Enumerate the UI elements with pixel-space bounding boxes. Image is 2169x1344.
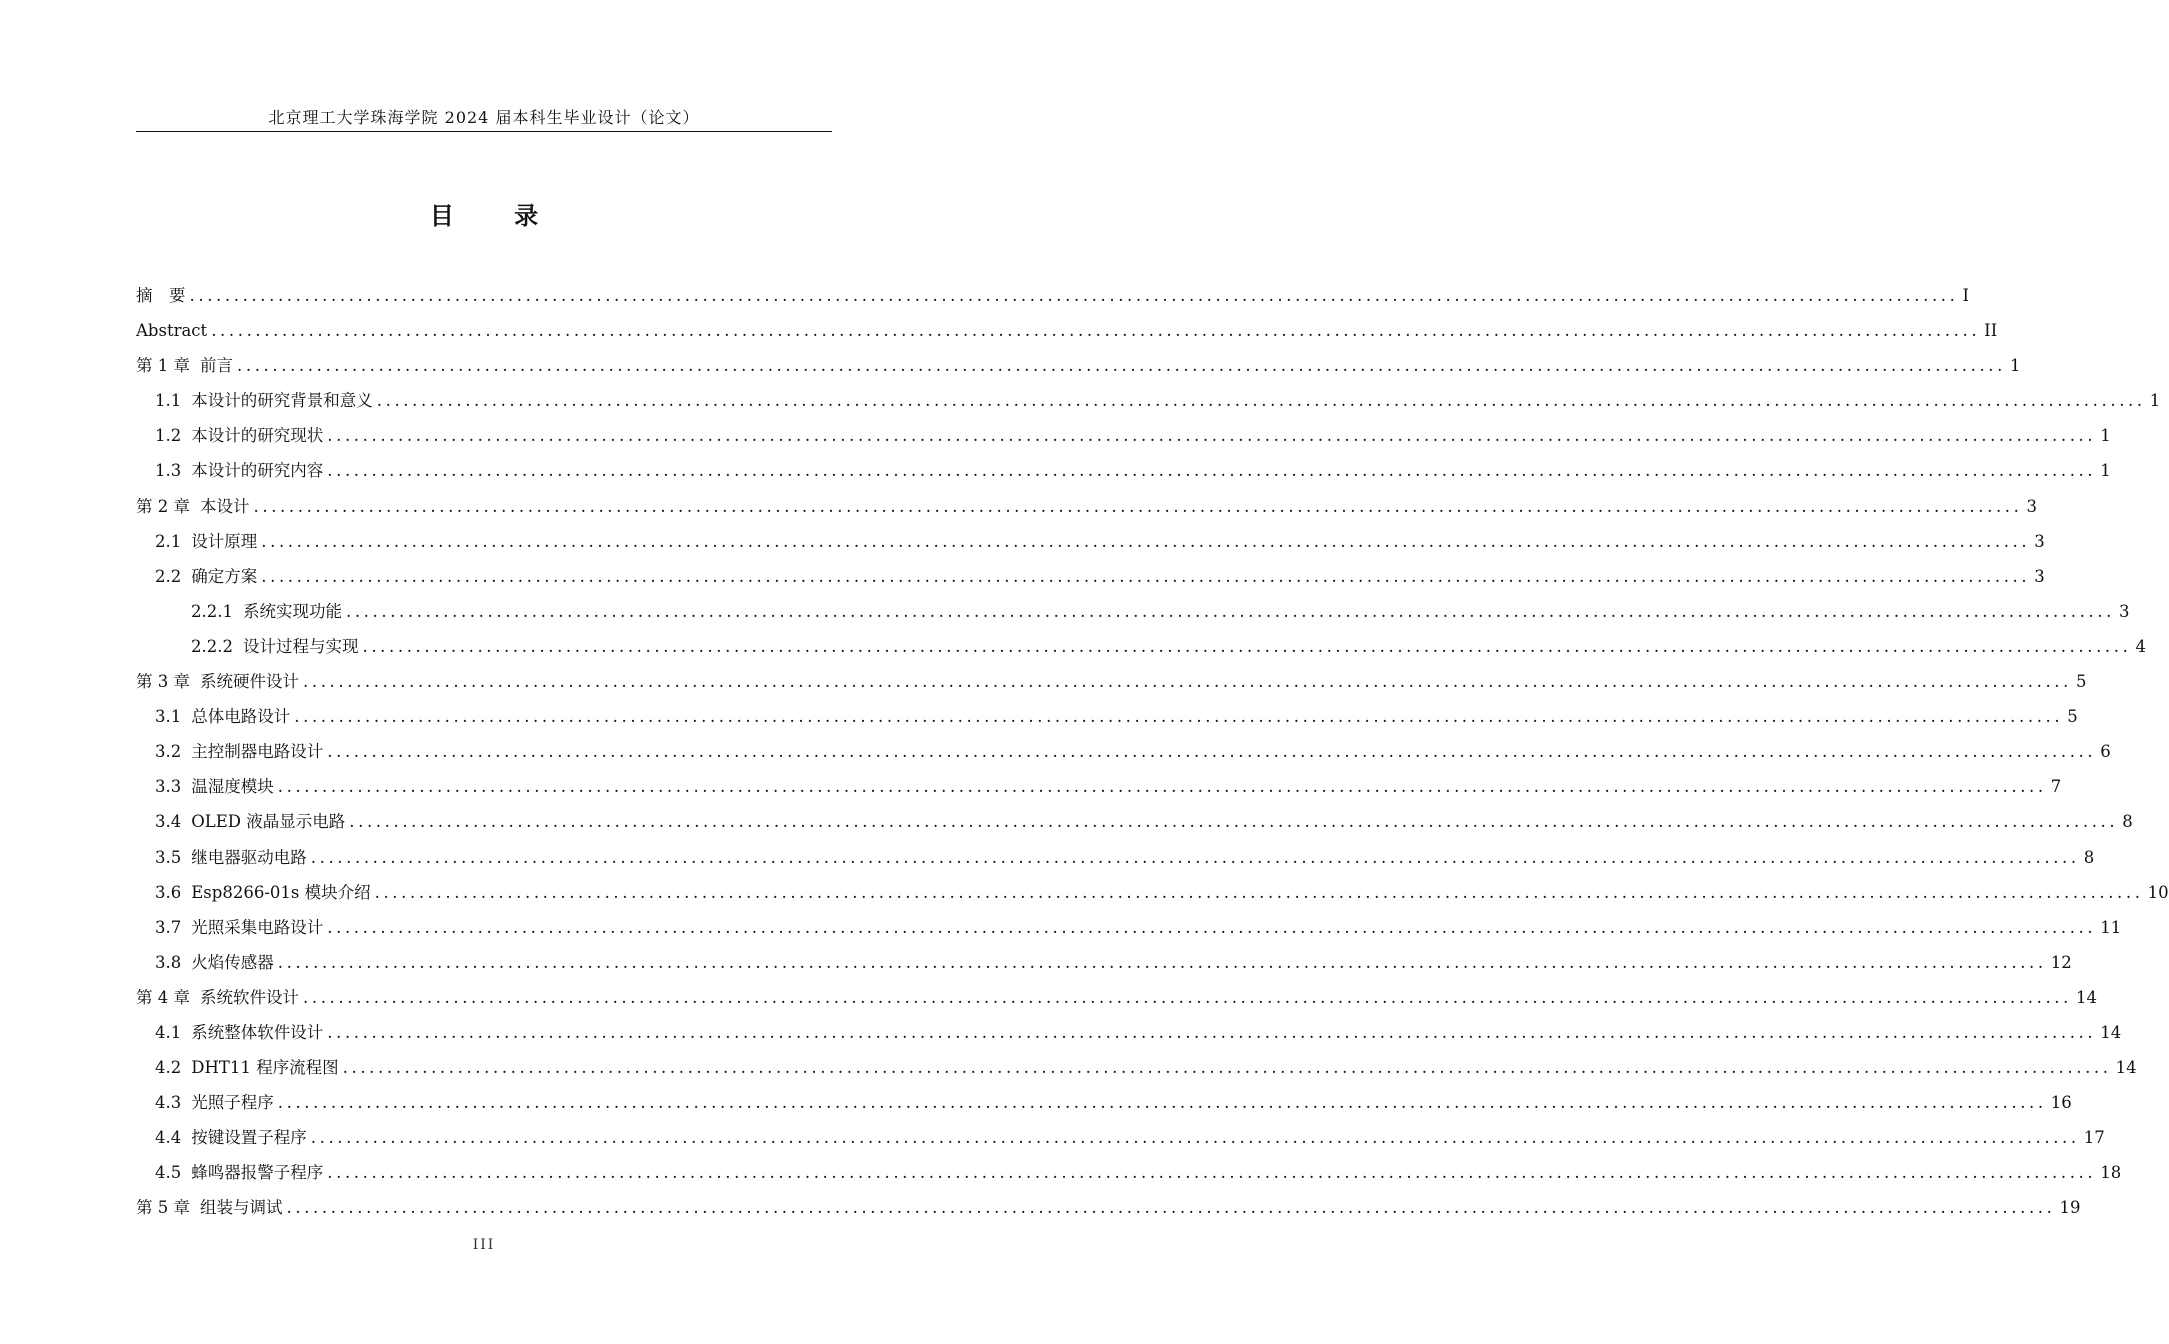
toc-entry-title: OLED 液晶显示电路 xyxy=(191,812,346,832)
toc-entry-label xyxy=(136,313,207,348)
toc-entry[interactable] xyxy=(136,945,2072,980)
toc-entry-number: 第 1 章 xyxy=(136,356,190,376)
toc-dot-leader: ........................................................................................................................................................................................................ xyxy=(261,566,2031,586)
toc-dot-leader: ........................................................................................................................................................................................................ xyxy=(327,461,2097,481)
toc-entry-number: 1.1 xyxy=(155,391,182,411)
toc-entry[interactable] xyxy=(136,1015,2122,1050)
toc-dot-leader: ........................................................................................................................................................................................................ xyxy=(189,286,1959,305)
toc-entry-number: 3.8 xyxy=(155,952,182,972)
toc-entry-page: 16 xyxy=(2050,1093,2072,1113)
toc-entry-page: 14 xyxy=(2100,1022,2122,1042)
toc-entry-label xyxy=(191,594,342,629)
toc-entry-number: 3.2 xyxy=(155,742,182,762)
toc-entry-number: 摘 要 xyxy=(136,286,186,305)
toc-dot-leader: ........................................................................................................................................................................................................ xyxy=(376,391,2146,411)
toc-entry-page: 14 xyxy=(2075,987,2097,1007)
toc-entry-label xyxy=(155,453,323,488)
toc-entry-title: 系统软件设计 xyxy=(200,987,299,1007)
toc-entry-page: 14 xyxy=(2115,1058,2137,1078)
toc-entry-page: 1 xyxy=(2009,356,2021,376)
toc-entry-number: 2.2.2 xyxy=(191,636,233,656)
toc-entry-title: 火焰传感器 xyxy=(191,952,274,972)
toc-dot-leader: ........................................................................................................................................................................................................ xyxy=(310,1128,2080,1148)
toc-entry-label xyxy=(155,1015,323,1050)
toc-entry-page: 1 xyxy=(2100,426,2111,446)
toc-entry-page: II xyxy=(1984,321,1998,341)
toc-entry-label xyxy=(155,1085,274,1120)
toc-entry[interactable] xyxy=(136,699,2078,734)
toc-entry-title: 本设计的研究内容 xyxy=(191,461,324,481)
toc-entry-label xyxy=(155,1120,307,1155)
toc-entry[interactable] xyxy=(136,348,2021,383)
toc-entry[interactable] xyxy=(136,664,2087,699)
toc-entry[interactable] xyxy=(136,734,2111,769)
toc-entry-number: 4.1 xyxy=(155,1022,182,1042)
toc-entry-page: 10 xyxy=(2147,882,2169,902)
toc-entry-number: 2.1 xyxy=(155,531,182,551)
toc-entry-page: 4 xyxy=(2135,636,2146,656)
toc-dot-leader: ........................................................................................................................................................................................................ xyxy=(211,321,1981,341)
toc-entry-number: 3.1 xyxy=(155,707,182,727)
toc-entry-title: 设计过程与实现 xyxy=(242,636,359,656)
toc-dot-leader: ........................................................................................................................................................................................................ xyxy=(349,812,2119,832)
toc-entry[interactable] xyxy=(136,980,2097,1015)
toc-entry-number: 第 2 章 xyxy=(136,496,190,516)
toc-entry-number: 4.2 xyxy=(155,1058,182,1078)
toc-entry[interactable] xyxy=(136,1085,2072,1120)
toc-entry[interactable] xyxy=(136,559,2045,594)
toc-entry-title: 主控制器电路设计 xyxy=(191,742,324,762)
toc-dot-leader: ........................................................................................................................................................................................................ xyxy=(327,917,2097,937)
toc-entry-label xyxy=(136,348,233,383)
toc-entry-number: 4.3 xyxy=(155,1093,182,1113)
toc-entry-number: 4.4 xyxy=(155,1128,182,1148)
toc-entry-page: 7 xyxy=(2050,777,2062,797)
toc-entry-label xyxy=(155,910,323,945)
toc-entry-title: 系统实现功能 xyxy=(242,601,342,621)
toc-entry-title: 本设计 xyxy=(200,496,250,516)
toc-entry-title: 按键设置子程序 xyxy=(191,1128,307,1148)
toc-entry-number: 2.2 xyxy=(155,566,182,586)
toc-entry-title: DHT11 程序流程图 xyxy=(191,1058,339,1078)
toc-entry-number: 1.3 xyxy=(155,461,182,481)
toc-entry[interactable] xyxy=(136,594,2130,629)
toc-entry[interactable] xyxy=(136,278,1970,313)
toc-entry[interactable] xyxy=(136,489,2037,524)
toc-entry-label xyxy=(155,875,371,910)
toc-entry-title: 蜂鸣器报警子程序 xyxy=(191,1163,324,1183)
header-divider xyxy=(136,131,832,132)
toc-entry[interactable] xyxy=(136,383,2161,418)
toc-dot-leader: ........................................................................................................................................................................................................ xyxy=(327,742,2097,762)
toc-entry-page: 19 xyxy=(2059,1198,2081,1218)
toc-entry-label xyxy=(155,769,274,804)
toc-entry-number: 3.7 xyxy=(155,917,182,937)
toc-entry-number: 3.4 xyxy=(155,812,182,832)
toc-dot-leader: ........................................................................................................................................................................................................ xyxy=(303,672,2072,692)
toc-entry-title: 前言 xyxy=(200,356,233,376)
toc-entry[interactable] xyxy=(136,453,2111,488)
toc-entry[interactable] xyxy=(136,418,2111,453)
toc-dot-leader: ........................................................................................................................................................................................................ xyxy=(342,1058,2112,1078)
toc-entry[interactable] xyxy=(136,1120,2105,1155)
toc-dot-leader: ........................................................................................................................................................................................................ xyxy=(286,1198,2056,1218)
toc-entry-label xyxy=(155,559,257,594)
toc-entry-label xyxy=(155,734,323,769)
toc-entry-label xyxy=(155,1155,323,1190)
toc-entry-page: 3 xyxy=(2034,566,2045,586)
toc-dot-leader: ........................................................................................................................................................................................................ xyxy=(261,531,2031,551)
toc-entry-page: 3 xyxy=(2034,531,2045,551)
toc-entry-number: 3.5 xyxy=(155,847,182,867)
toc-entry-number: 第 5 章 xyxy=(136,1198,190,1218)
toc-dot-leader: ........................................................................................................................................................................................................ xyxy=(327,1163,2097,1183)
toc-entry[interactable] xyxy=(136,1190,2081,1225)
toc-entry-number: 1.2 xyxy=(155,426,182,446)
toc-entry-label xyxy=(191,629,358,664)
toc-entry-label xyxy=(155,1050,339,1085)
toc-entry[interactable] xyxy=(136,1155,2122,1190)
toc-entry-number: 第 4 章 xyxy=(136,987,190,1007)
toc-entry-title: 设计原理 xyxy=(191,531,258,551)
toc-entry-title: 总体电路设计 xyxy=(191,707,291,727)
toc-entry-page: 17 xyxy=(2083,1128,2105,1148)
toc-entry-title: 确定方案 xyxy=(191,566,258,586)
toc-entry-page: I xyxy=(1962,286,1970,305)
table-of-contents xyxy=(136,278,2169,1226)
toc-dot-leader: ........................................................................................................................................................................................................ xyxy=(253,496,2023,516)
toc-entry-label xyxy=(155,418,323,453)
toc-entry-page: 1 xyxy=(2100,461,2111,481)
toc-dot-leader: ........................................................................................................................................................................................................ xyxy=(277,952,2047,972)
toc-entry-title: 系统硬件设计 xyxy=(200,672,299,692)
toc-entry-number: 3.6 xyxy=(155,882,182,902)
toc-entry-title: 光照子程序 xyxy=(191,1093,274,1113)
toc-entry-title: 系统整体软件设计 xyxy=(191,1022,324,1042)
toc-entry[interactable] xyxy=(136,804,2133,839)
toc-entry-label xyxy=(155,699,290,734)
toc-entry-title: 组装与调试 xyxy=(200,1198,283,1218)
toc-entry-page: 8 xyxy=(2083,847,2095,867)
toc-entry[interactable] xyxy=(136,629,2146,664)
toc-entry-page: 1 xyxy=(2149,391,2161,411)
toc-entry-number: 4.5 xyxy=(155,1163,182,1183)
toc-entry-title: Esp8266-01s 模块介绍 xyxy=(191,882,371,902)
toc-entry-number: 第 3 章 xyxy=(136,672,190,692)
toc-entry[interactable] xyxy=(136,769,2062,804)
toc-entry-number: Abstract xyxy=(136,321,208,341)
toc-dot-leader: ........................................................................................................................................................................................................ xyxy=(327,1022,2097,1042)
toc-entry-label xyxy=(155,804,345,839)
toc-entry[interactable] xyxy=(136,313,1998,348)
page-number: III xyxy=(472,1237,496,1253)
toc-entry-label xyxy=(155,383,373,418)
toc-entry-number: 3.3 xyxy=(155,777,182,797)
toc-entry-page: 8 xyxy=(2122,812,2133,832)
toc-entry[interactable] xyxy=(136,910,2122,945)
toc-entry-label xyxy=(155,524,257,559)
toc-dot-leader: ........................................................................................................................................................................................................ xyxy=(303,987,2072,1007)
toc-entry[interactable] xyxy=(136,875,2169,910)
toc-entry-label xyxy=(155,945,274,980)
toc-entry-page: 12 xyxy=(2050,952,2072,972)
running-header: 北京理工大学珠海学院 2024 届本科生毕业设计（论文） xyxy=(268,108,700,127)
toc-dot-leader: ........................................................................................................................................................................................................ xyxy=(310,847,2080,867)
toc-entry[interactable] xyxy=(136,524,2045,559)
toc-dot-leader: ........................................................................................................................................................................................................ xyxy=(327,426,2097,446)
toc-dot-leader: ........................................................................................................................................................................................................ xyxy=(294,707,2064,727)
toc-dot-leader: ........................................................................................................................................................................................................ xyxy=(237,356,2006,376)
toc-entry-page: 18 xyxy=(2100,1163,2122,1183)
toc-entry-page: 3 xyxy=(2026,496,2037,516)
toc-entry-title: 本设计的研究现状 xyxy=(191,426,324,446)
toc-entry-label xyxy=(136,980,299,1015)
toc-entry-title: 温湿度模块 xyxy=(191,777,274,797)
toc-dot-leader: ........................................................................................................................................................................................................ xyxy=(374,882,2144,902)
toc-dot-leader: ........................................................................................................................................................................................................ xyxy=(277,777,2047,797)
toc-entry[interactable] xyxy=(136,840,2095,875)
toc-entry[interactable] xyxy=(136,1050,2137,1085)
toc-entry-label xyxy=(136,278,186,313)
toc-entry-page: 5 xyxy=(2075,672,2087,692)
toc-title: 目 录 xyxy=(429,202,565,230)
toc-entry-number: 2.2.1 xyxy=(191,601,233,621)
toc-entry-page: 5 xyxy=(2067,707,2078,727)
toc-entry-page: 3 xyxy=(2118,601,2130,621)
toc-entry-label xyxy=(136,664,299,699)
toc-entry-page: 6 xyxy=(2100,742,2111,762)
toc-entry-page: 11 xyxy=(2100,917,2122,937)
toc-entry-title: 继电器驱动电路 xyxy=(191,847,307,867)
toc-entry-label xyxy=(136,1190,283,1225)
toc-dot-leader: ........................................................................................................................................................................................................ xyxy=(345,601,2115,621)
toc-entry-label xyxy=(155,840,307,875)
toc-entry-label xyxy=(136,489,250,524)
toc-dot-leader: ........................................................................................................................................................................................................ xyxy=(277,1093,2047,1113)
toc-entry-title: 光照采集电路设计 xyxy=(191,917,324,937)
toc-entry-title: 本设计的研究背景和意义 xyxy=(191,391,373,411)
toc-dot-leader: ........................................................................................................................................................................................................ xyxy=(362,636,2132,656)
